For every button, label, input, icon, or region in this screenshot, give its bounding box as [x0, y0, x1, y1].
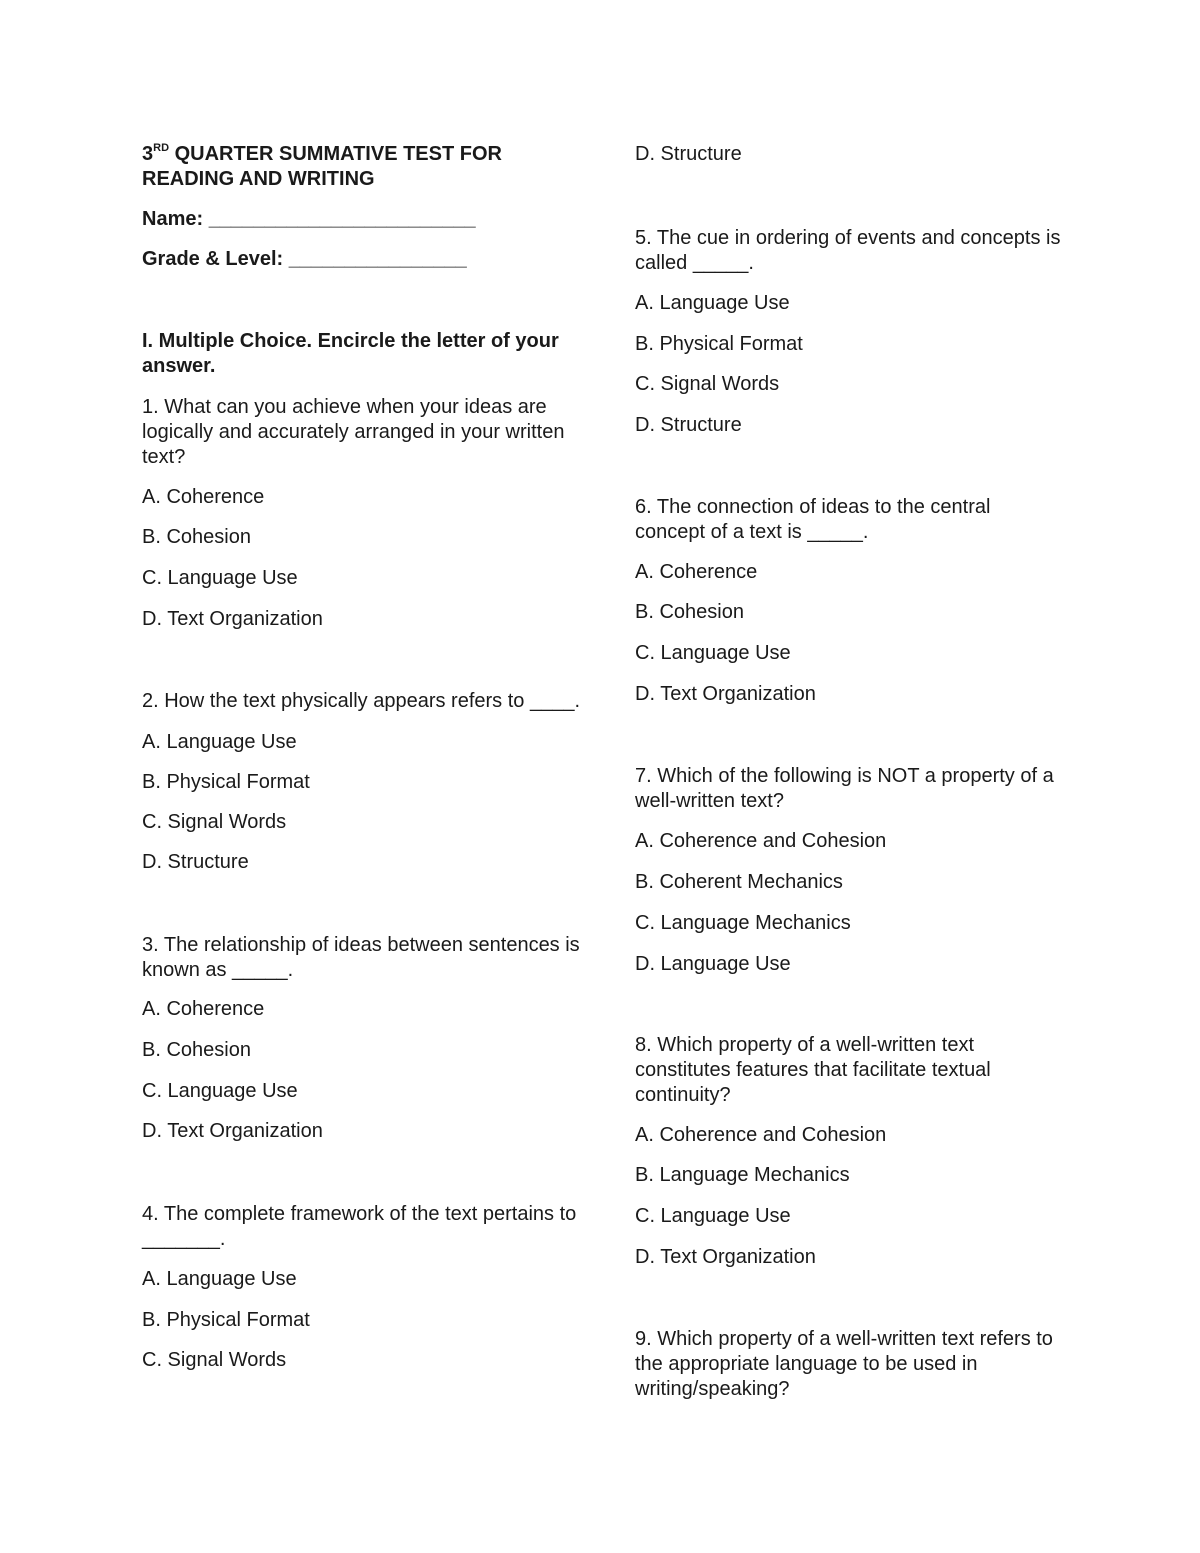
question-4: [142, 1202, 582, 1373]
question-1: [142, 395, 582, 632]
question-2: [142, 689, 582, 875]
option-d[interactable]: D. Text Organization: [142, 1120, 323, 1142]
option-d[interactable]: D. Structure: [142, 851, 249, 873]
option-d[interactable]: D. Text Organization: [142, 608, 323, 630]
option-c[interactable]: C. Language Use: [142, 1080, 298, 1102]
question-stem: 8. Which property of a well-written text constitutes features that facilitate textual continuity?: [635, 1034, 991, 1106]
option-d[interactable]: D. Text Organization: [635, 1246, 816, 1268]
option-d[interactable]: D. Language Use: [635, 953, 791, 975]
option-a[interactable]: A. Coherence: [142, 998, 265, 1020]
option-a[interactable]: A. Coherence and Cohesion: [635, 1124, 887, 1146]
question-5: [635, 226, 1065, 438]
option-c[interactable]: C. Signal Words: [142, 1349, 287, 1371]
option-b[interactable]: B. Cohesion: [635, 601, 744, 623]
question-3: [142, 933, 582, 1144]
question-9: [635, 1327, 1065, 1402]
title-line-1: QUARTER SUMMATIVE TEST FOR: [169, 143, 502, 165]
left-column: [142, 140, 582, 1373]
option-d[interactable]: D. Structure: [635, 143, 742, 165]
option-a[interactable]: A. Coherence and Cohesion: [635, 830, 887, 852]
grade-level-field[interactable]: Grade & Level: ________________: [142, 248, 467, 270]
option-a[interactable]: A. Coherence: [635, 561, 758, 583]
question-7: [635, 764, 1065, 977]
option-a[interactable]: A. Language Use: [142, 731, 297, 753]
question-stem: 3. The relationship of ideas between sentences is known as _____.: [142, 934, 580, 981]
option-c[interactable]: C. Language Use: [635, 642, 791, 664]
option-d[interactable]: D. Text Organization: [635, 683, 816, 705]
option-d[interactable]: D. Structure: [635, 414, 742, 436]
title-superscript: RD: [153, 142, 170, 154]
question-stem: 7. Which of the following is NOT a property of a well-written text?: [635, 765, 1054, 812]
question-stem: 5. The cue in ordering of events and concepts is called _____.: [635, 227, 1061, 274]
option-b[interactable]: B. Physical Format: [635, 333, 803, 355]
option-a[interactable]: A. Language Use: [635, 292, 790, 314]
question-6: [635, 495, 1065, 707]
option-b[interactable]: B. Physical Format: [142, 771, 310, 793]
question-8: [635, 1033, 1065, 1270]
instructions: I. Multiple Choice. Encircle the letter of your answer.: [142, 330, 559, 377]
option-b[interactable]: B. Language Mechanics: [635, 1164, 850, 1186]
option-b[interactable]: B. Cohesion: [142, 526, 251, 548]
page-title: [142, 142, 582, 192]
right-column: [635, 140, 1065, 1402]
option-c[interactable]: C. Language Use: [635, 1205, 791, 1227]
option-c[interactable]: C. Language Mechanics: [635, 912, 851, 934]
option-a[interactable]: A. Language Use: [142, 1268, 297, 1290]
question-stem: 2. How the text physically appears refers to ____.: [142, 690, 581, 712]
option-c[interactable]: C. Language Use: [142, 567, 298, 589]
option-b[interactable]: B. Physical Format: [142, 1309, 310, 1331]
option-c[interactable]: C. Signal Words: [635, 373, 780, 395]
option-b[interactable]: B. Cohesion: [142, 1039, 251, 1061]
option-a[interactable]: A. Coherence: [142, 486, 265, 508]
name-field[interactable]: Name: ________________________: [142, 208, 476, 230]
question-stem: 4. The complete framework of the text pertains to _______.: [142, 1203, 577, 1250]
question-stem: 9. Which property of a well-written text refers to the appropriate language to be used in writing/speaking?: [635, 1328, 1053, 1400]
question-stem: 6. The connection of ideas to the central concept of a text is _____.: [635, 496, 991, 543]
option-b[interactable]: B. Coherent Mechanics: [635, 871, 843, 893]
title-number: 3: [142, 143, 154, 165]
option-c[interactable]: C. Signal Words: [142, 811, 287, 833]
question-stem: 1. What can you achieve when your ideas are logically and accurately arranged in your written text?: [142, 396, 565, 468]
title-line-2: READING AND WRITING: [142, 168, 375, 190]
